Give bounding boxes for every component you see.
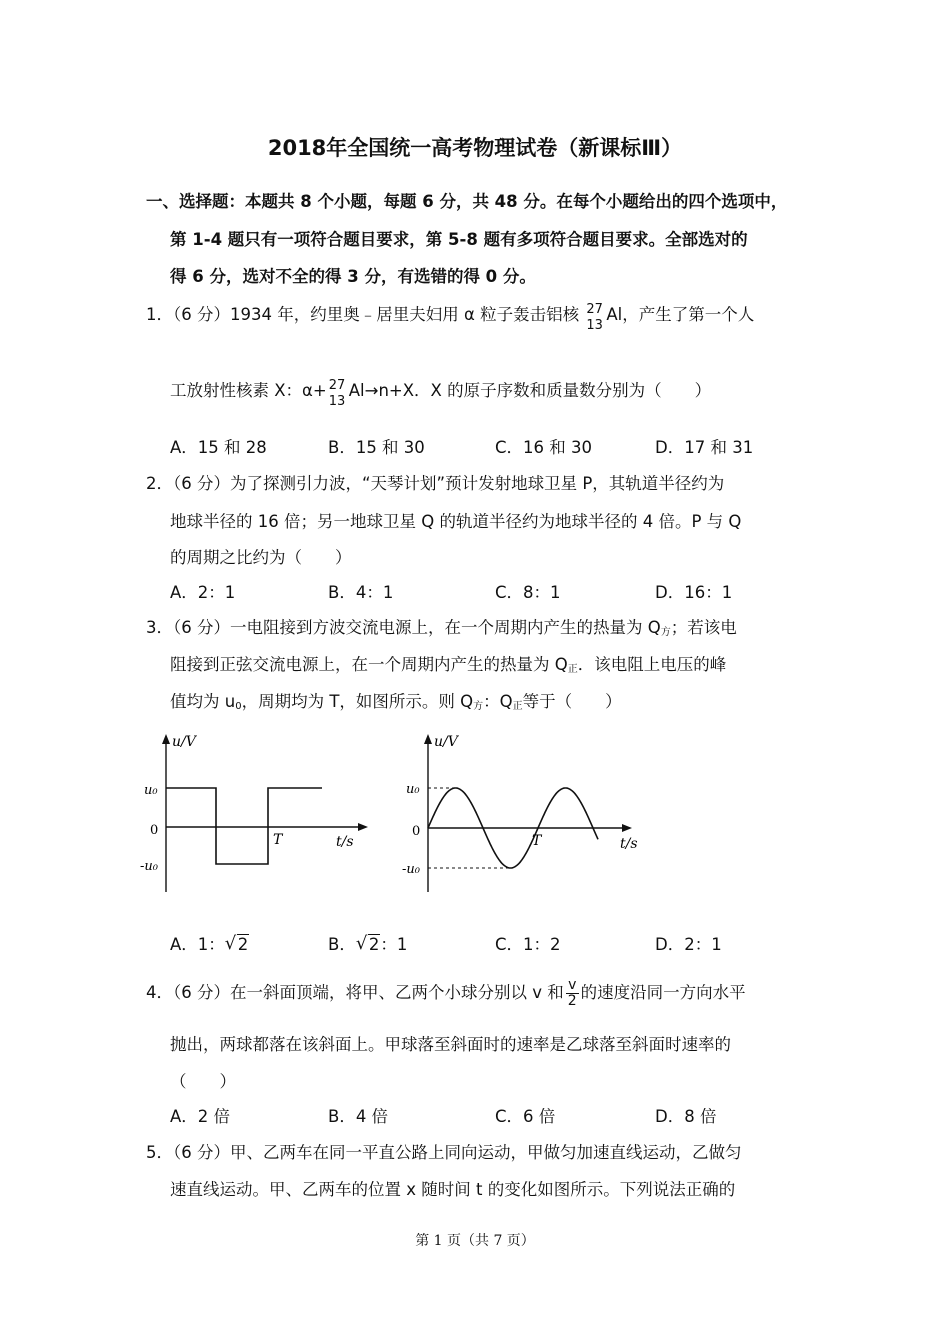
question-1-line-2: 工放射性核素 X：α+ 27 13 Al→n+X．X 的原子序数和质量数分别为（ ） xyxy=(170,378,712,409)
page-title: 2018年全国统一高考物理试卷（新课标Ⅲ） xyxy=(267,136,683,160)
q3-option-b[interactable]: B． √ 2：1 xyxy=(328,933,408,954)
page-footer: 第 1 页（共 7 页） xyxy=(415,1233,535,1249)
q4-option-c[interactable]: C．6 倍 xyxy=(495,1107,556,1126)
q1-option-b[interactable]: B．15 和 30 xyxy=(328,438,425,457)
q4-option-b[interactable]: B．4 倍 xyxy=(328,1107,389,1126)
question-4-line-3: （ ） xyxy=(170,1072,236,1091)
square-wave-graph xyxy=(140,730,380,900)
section-heading-line-3: 得 6 分，选对不全的得 3 分，有选错的得 0 分。 xyxy=(170,267,536,286)
q2-option-a[interactable]: A．2：1 xyxy=(170,583,236,602)
period-label: T xyxy=(273,832,283,848)
v-over-2-fraction: $\frac{v}{2}$ xyxy=(567,977,577,1009)
sine-wave-graph xyxy=(400,730,650,900)
q3-option-d[interactable]: D．2：1 xyxy=(655,935,722,954)
y-axis-label: u/V xyxy=(434,734,458,750)
question-3-line-3: 值均为 $u_0$，周期均为 T，如图所示。则 $Q_方$：$Q_正$等于（ ） xyxy=(170,692,622,712)
zero-label: 0 xyxy=(150,823,159,838)
sqrt-2: √ 2 xyxy=(355,933,380,954)
question-1-line-1: 1．（6 分）1934 年，约里奥﹣居里夫妇用 α 粒子轰击铝核 27 13 Al，产生了第一个人 xyxy=(146,302,755,333)
question-3-line-1: 3．（6 分）一电阻接到方波交流电源上，在一个周期内产生的热量为 $Q_方$；若该电 xyxy=(146,618,737,638)
question-4-line-2: 抛出，两球都落在该斜面上。甲球落至斜面时的速率是乙球落至斜面时速率的 xyxy=(170,1035,731,1054)
q2-option-b[interactable]: B．4：1 xyxy=(328,583,394,602)
q3-option-a[interactable]: A．1： √ 2 xyxy=(170,933,249,954)
neg-u0-label: -u₀ xyxy=(402,862,420,877)
u0-label: u₀ xyxy=(144,783,158,798)
sqrt-2: √ 2 xyxy=(224,933,249,954)
q1-option-d[interactable]: D．17 和 31 xyxy=(655,438,754,457)
q4-option-a[interactable]: A．2 倍 xyxy=(170,1107,231,1126)
y-axis-arrow xyxy=(162,734,170,744)
q4-option-d[interactable]: D．8 倍 xyxy=(655,1107,717,1126)
q1-option-c[interactable]: C．16 和 30 xyxy=(495,438,593,457)
u0-label: u₀ xyxy=(406,782,420,797)
q3-option-c[interactable]: C．1：2 xyxy=(495,935,561,954)
y-axis-arrow xyxy=(424,734,432,744)
question-4-line-1: 4．（6 分）在一斜面顶端，将甲、乙两个小球分别以 v 和 $\frac{v}{2}$ 的速度沿同一方向水平 xyxy=(146,977,746,1009)
question-5-line-1: 5．（6 分）甲、乙两车在同一平直公路上同向运动，甲做匀加速直线运动，乙做匀 xyxy=(146,1143,742,1162)
question-2-line-2: 地球半径的 16 倍；另一地球卫星 Q 的轨道半径约为地球半径的 4 倍。P 与 Q xyxy=(170,512,742,531)
zero-label: 0 xyxy=(412,824,421,839)
question-3-line-2: 阻接到正弦交流电源上，在一个周期内产生的热量为 $Q_正$．该电阻上电压的峰 xyxy=(170,655,727,675)
q2-option-c[interactable]: C．8：1 xyxy=(495,583,561,602)
aluminum-nuclide-2: 27 13 xyxy=(328,378,346,409)
period-label: T xyxy=(532,833,542,849)
question-2-line-1: 2．（6 分）为了探测引力波，“天琴计划”预计发射地球卫星 P，其轨道半径约为 xyxy=(146,474,725,493)
question-5-line-2: 速直线运动。甲、乙两车的位置 x 随时间 t 的变化如图所示。下列说法正确的 xyxy=(170,1180,736,1199)
y-axis-label: u/V xyxy=(172,734,196,750)
x-axis-label: t/s xyxy=(336,834,354,850)
x-axis-arrow xyxy=(622,824,632,832)
neg-u0-label: -u₀ xyxy=(140,859,158,874)
section-heading-line-1: 一、选择题：本题共 8 个小题，每题 6 分，共 48 分。在每个小题给出的四个选项中， xyxy=(146,192,788,211)
q2-option-d[interactable]: D．16：1 xyxy=(655,583,733,602)
section-heading-line-2: 第 1-4 题只有一项符合题目要求，第 5-8 题有多项符合题目要求。全部选对的 xyxy=(170,230,748,249)
q1-option-a[interactable]: A．15 和 28 xyxy=(170,438,267,457)
x-axis-label: t/s xyxy=(620,836,638,852)
x-axis-arrow xyxy=(358,823,368,831)
aluminum-nuclide: 27 13 xyxy=(586,302,603,333)
question-2-line-3: 的周期之比约为（ ） xyxy=(170,548,352,567)
square-wave-curve xyxy=(166,788,322,864)
